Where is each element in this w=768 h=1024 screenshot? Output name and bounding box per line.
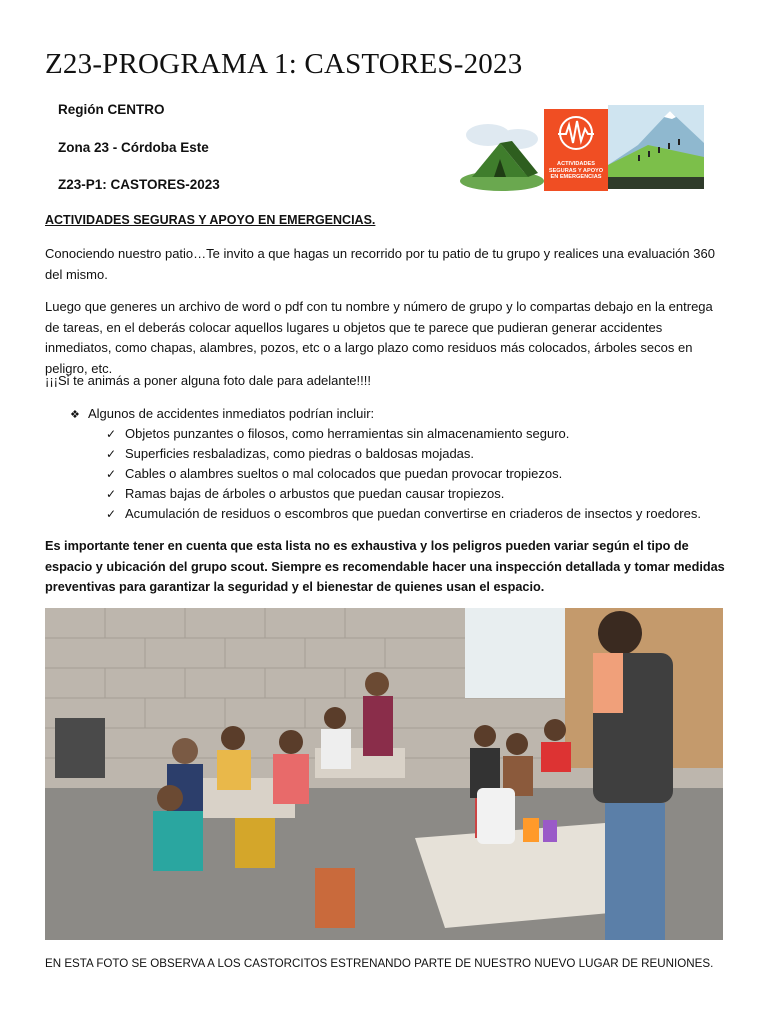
check-icon: ✓ [106, 467, 117, 481]
section-heading: ACTIVIDADES SEGURAS Y APOYO EN EMERGENCIAS. [45, 213, 376, 227]
safety-badge [544, 109, 608, 191]
region-label: Región CENTRO [58, 102, 165, 117]
check-icon: ✓ [106, 487, 117, 501]
check-icon: ✓ [106, 427, 117, 441]
list-item: ✓ Ramas bajas de árboles o arbustos que puedan causar tropiezos. [106, 484, 701, 504]
diamond-bullet-icon: ❖ [70, 409, 80, 421]
list-item: ✓ Superficies resbaladizas, como piedras o baldosas mojadas. [106, 444, 701, 464]
intro-paragraph: Conociendo nuestro patio…Te invito a que hagas un recorrido por tu patio de tu grupo y realices una evaluación 360 del mismo. [45, 246, 715, 282]
check-icon: ✓ [106, 447, 117, 461]
photo-caption: EN ESTA FOTO SE OBSERVA A LOS CASTORCITOS ESTRENANDO PARTE DE NUESTRO NUEVO LUGAR DE REUNIONES. [45, 957, 714, 970]
list-item: ✓ Objetos punzantes o filosos, como herramientas sin almacenamiento seguro. [106, 424, 701, 444]
group-photo [45, 608, 723, 940]
instructions-paragraph: Luego que generes un archivo de word o pdf con tu nombre y número de grupo y lo compartas debajo en la entrega de tareas, en el deberás colocar aquellos lugares u objetos que te parece que pudieran generar accidentes inmediatos, como chapas, alambres, pozos, etc o a largo plazo como residuos más colocados, árboles secos en peligro, etc. [45, 299, 713, 376]
header-banner [458, 105, 704, 191]
pulse-icon [550, 115, 602, 151]
tent-icon [458, 113, 546, 191]
check-icon: ✓ [106, 507, 117, 521]
list-heading-text: Algunos de accidentes inmediatos podrían incluir: [88, 406, 375, 421]
mountain-hikers-icon [608, 105, 704, 189]
page-title: Z23-PROGRAMA 1: CASTORES-2023 [45, 48, 523, 80]
hazard-list [106, 424, 701, 524]
list-item: ✓ Cables o alambres sueltos o mal colocados que puedan provocar tropiezos. [106, 464, 701, 484]
encouragement-paragraph: ¡¡¡Si te animás a poner alguna foto dale para adelante!!!! [45, 373, 371, 388]
program-label: Z23-P1: CASTORES-2023 [58, 177, 220, 192]
badge-text: ACTIVIDADES SEGURAS Y APOYO EN EMERGENCIAS [548, 161, 604, 181]
list-item: ✓ Acumulación de residuos o escombros que puedan convertirse en criaderos de insectos y roedores. [106, 504, 701, 524]
safety-note: Es importante tener en cuenta que esta lista no es exhaustiva y los peligros pueden variar según el tipo de espacio y ubicación del grupo scout. Siempre es recomendable hacer una inspección detallada y tomar medidas preventivas para garantizar la seguridad y el bienestar de quienes usan el espacio. [45, 539, 725, 594]
list-heading [70, 404, 374, 425]
zone-label: Zona 23 - Córdoba Este [58, 140, 209, 155]
